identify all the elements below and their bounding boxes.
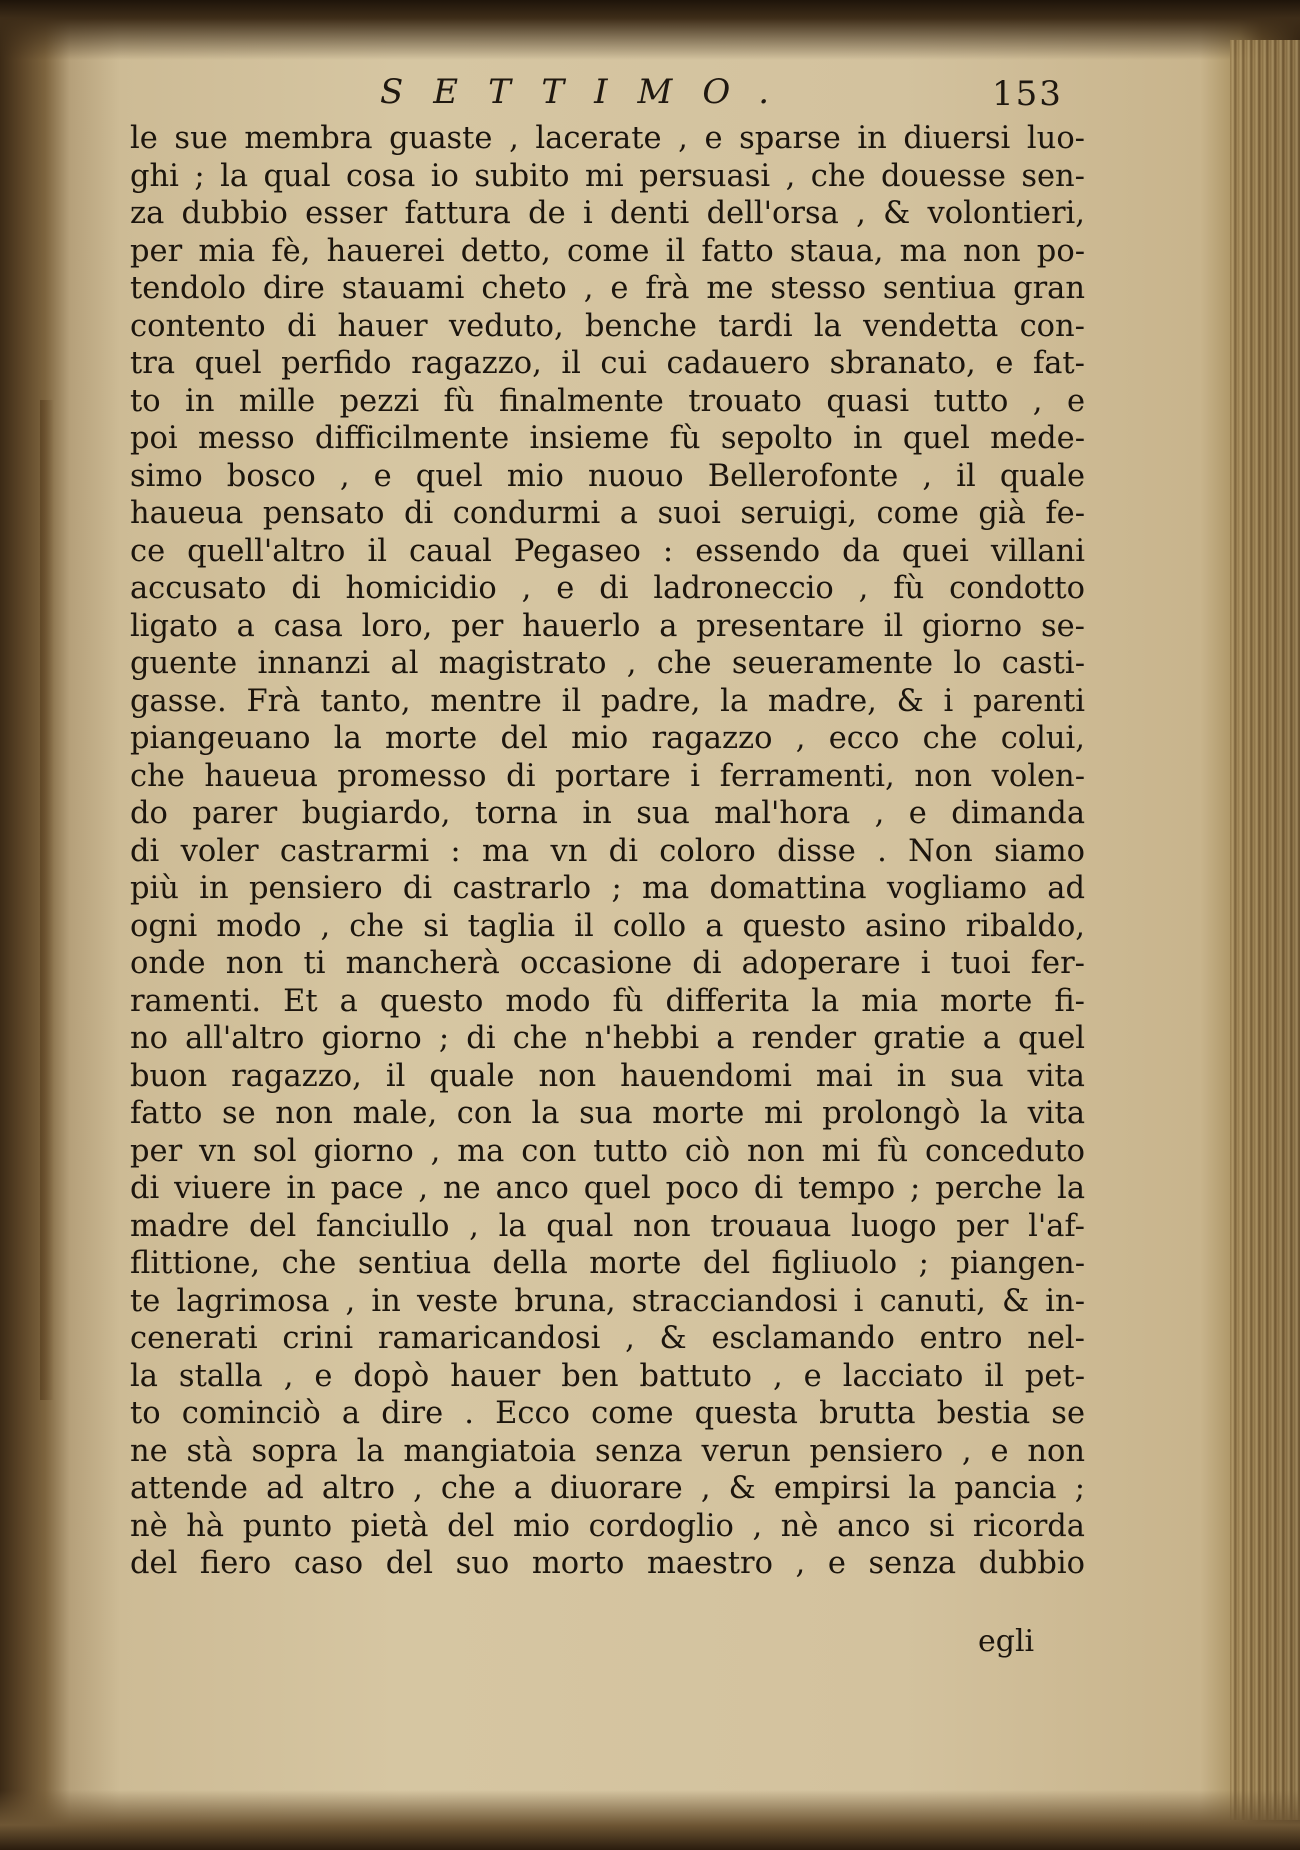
text-line: più in pensiero di castrarlo ; ma domattina vogliamo ad <box>130 871 1085 906</box>
text-line: madre del fanciullo , la qual non trouaua luogo per l'af- <box>130 1208 1085 1244</box>
text-line: ce quell'altro il caual Pegaseo : essendo da quei villani <box>130 533 1085 569</box>
text-line: ogni modo , che si taglia il collo a questo asino ribaldo, <box>130 908 1085 944</box>
text-line: guente innanzi al magistrato , che seueramente lo casti- <box>130 646 1085 681</box>
text-line: di voler castrarmi : ma vn di coloro disse . Non siamo <box>130 833 1085 869</box>
text-line: do parer bugiardo, torna in sua mal'hora , e dimanda <box>130 796 1085 831</box>
text-line: flittione, che sentiua della morte del figliuolo ; piangen- <box>130 1246 1085 1281</box>
text-line: ne stà sopra la mangiatoia senza verun pensiero , e non <box>130 1433 1085 1469</box>
text-line: nè hà punto pietà del mio cordoglio , nè anco si ricorda <box>130 1508 1085 1544</box>
text-line: che haueua promesso di portare i ferramenti, non volen- <box>130 758 1085 794</box>
text-line: simo bosco , e quel mio nuouo Bellerofonte , il quale <box>130 458 1085 494</box>
text-line: haueua pensato di condurmi a suoi seruigi, come già fe- <box>130 496 1085 531</box>
text-line: attende ad altro , che a diuorare , & empirsi la pancia ; <box>130 1471 1085 1506</box>
text-line: accusato di homicidio , e di ladroneccio , fù condotto <box>130 571 1085 606</box>
text-line: ligato a casa loro, per hauerlo a presentare il giorno se- <box>130 608 1085 644</box>
text-line: per vn sol giorno , ma con tutto ciò non mi fù conceduto <box>130 1133 1085 1169</box>
text-line: gasse. Frà tanto, mentre il padre, la madre, & i parenti <box>130 683 1085 719</box>
text-line: to in mille pezzi fù finalmente trouato quasi tutto , e <box>130 383 1085 419</box>
text-line: onde non ti mancherà occasione di adoperare i tuoi fer- <box>130 946 1085 981</box>
text-line: tra quel perfido ragazzo, il cui cadauero sbranato, e fat- <box>130 346 1085 381</box>
text-line: buon ragazzo, il quale non hauendomi mai in sua vita <box>130 1058 1085 1094</box>
text-line: piangeuano la morte del mio ragazzo , ecco che colui, <box>130 721 1085 756</box>
text-line: per mia fè, hauerei detto, come il fatto staua, ma non po- <box>130 233 1085 269</box>
text-line: te lagrimosa , in veste bruna, stracciandosi i canuti, & in- <box>130 1283 1085 1319</box>
page-number: 153 <box>992 74 1063 114</box>
text-line: fatto se non male, con la sua morte mi prolongò la vita <box>130 1096 1085 1131</box>
text-line: di viuere in pace , ne anco quel poco di tempo ; perche la <box>130 1171 1085 1206</box>
page-edges <box>1230 40 1300 1820</box>
text-line: le sue membra guaste , lacerate , e sparse in diuersi luo- <box>130 121 1085 156</box>
text-line: no all'altro giorno ; di che n'hebbi a render gratie a quel <box>130 1021 1085 1056</box>
text-line: ghi ; la qual cosa io subito mi persuasi , che douesse sen- <box>130 158 1085 194</box>
text-line: cenerati crini ramaricandosi , & esclamando entro nel- <box>130 1321 1085 1356</box>
text-line: contento di hauer veduto, benche tardi la vendetta con- <box>130 308 1085 344</box>
body-text <box>130 120 1085 1583</box>
running-head: SETTIMO. <box>380 72 800 112</box>
text-line: ramenti. Et a questo modo fù differita la mia morte fi- <box>130 983 1085 1019</box>
text-line: poi messo difficilmente insieme fù sepolto in quel mede- <box>130 421 1085 456</box>
text-line: la stalla , e dopò hauer ben battuto , e lacciato il pet- <box>130 1358 1085 1394</box>
text-line: tendolo dire stauami cheto , e frà me stesso sentiua gran <box>130 271 1085 306</box>
text-line: za dubbio esser fattura de i denti dell'orsa , & volontieri, <box>130 196 1085 231</box>
text-line: to cominciò a dire . Ecco come questa brutta bestia se <box>130 1396 1085 1431</box>
binding-shadow <box>40 400 54 1400</box>
text-line: del fiero caso del suo morto maestro , e senza dubbio <box>130 1546 1085 1581</box>
catchword: egli <box>978 1624 1035 1659</box>
